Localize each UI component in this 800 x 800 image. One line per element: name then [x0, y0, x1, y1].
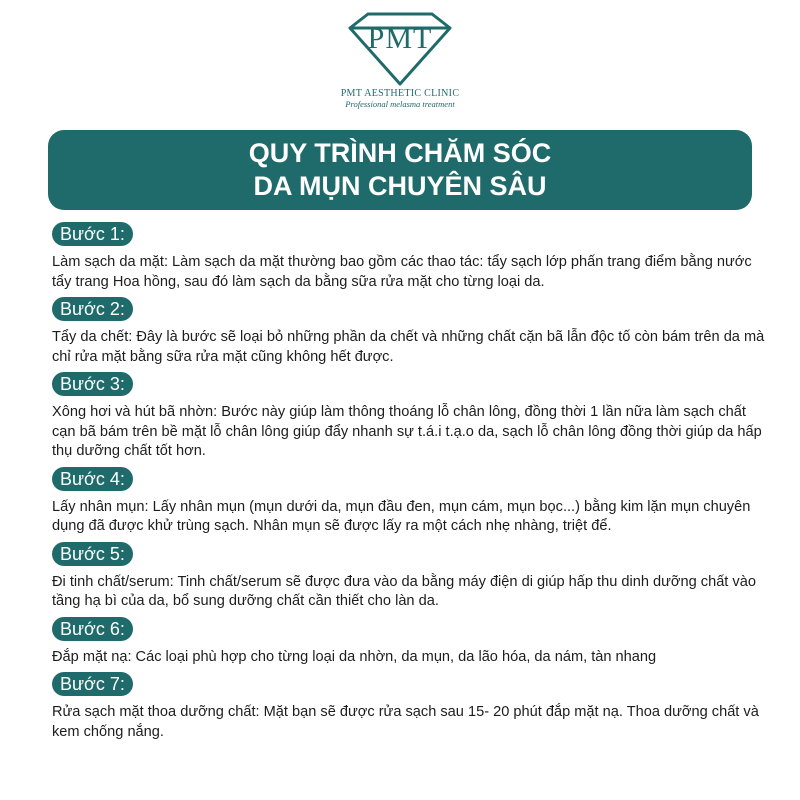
step-5 — [52, 542, 772, 612]
step-2 — [52, 297, 772, 367]
step-1 — [52, 222, 772, 292]
page-title-line-1: QUY TRÌNH CHĂM SÓC — [248, 138, 552, 168]
step-6 — [52, 617, 772, 668]
step-3 — [52, 372, 772, 462]
step-badge: Bước 1: — [52, 222, 133, 246]
diamond-logo-icon — [340, 10, 460, 88]
title-banner — [48, 130, 752, 210]
step-description: Lấy nhân mụn: Lấy nhân mụn (mụn dưới da, mụn đầu đen, mụn cám, mụn bọc...) bằng kim lặn mụn chuyên dụng đã được khử trùng sạch. Nhân mụn sẽ được lấy ra một cách nhẹ nhàng, triệt để. — [52, 498, 751, 534]
clinic-name: PMT AESTHETIC CLINIC — [340, 88, 460, 99]
step-description: Đắp mặt nạ: Các loại phù hợp cho từng loại da nhờn, da mụn, da lão hóa, da nám, tàn nhang — [52, 648, 657, 665]
step-badge: Bước 6: — [52, 617, 133, 641]
step-description: Tẩy da chết: Đây là bước sẽ loại bỏ những phần da chết và những chất cặn bã lẫn độc tố còn bám trên da mà chỉ rửa mặt bằng sữa rửa mặt cũng không hết được. — [52, 329, 765, 365]
page-title-line-2: DA MỤN CHUYÊN SÂU — [253, 171, 547, 201]
step-badge: Bước 3: — [52, 372, 133, 396]
step-4 — [52, 467, 772, 537]
logo-monogram: PMT — [367, 22, 433, 55]
clinic-tagline: Professional melasma treatment — [345, 99, 455, 109]
step-description: Làm sạch da mặt: Làm sạch da mặt thường bao gồm các thao tác: tẩy sạch lớp phấn trang điểm bằng nước tẩy trang Hoa hồng, sau đó làm sạch da bằng sữa rửa mặt cho từng loại da. — [52, 254, 752, 290]
step-description: Đi tinh chất/serum: Tinh chất/serum sẽ được đưa vào da bằng máy điện di giúp hấp thu dinh dưỡng chất vào tầng hạ bì của da, bổ sung dưỡng chất cần thiết cho làn da. — [52, 573, 756, 609]
step-badge: Bước 5: — [52, 542, 133, 566]
step-description: Xông hơi và hút bã nhờn: Bước này giúp làm thông thoáng lỗ chân lông, đồng thời 1 lần nữa làm sạch chất cạn bã bám trên bề mặt lỗ chân lông giúp đẩy nhanh sự t.á.i t.ạ.o da, sạch lỗ chân lông đồng thời giúp da hấp thụ dưỡng chất tốt hơn. — [52, 404, 762, 459]
clinic-logo — [0, 10, 800, 109]
step-badge: Bước 2: — [52, 297, 133, 321]
steps-list — [52, 222, 772, 747]
step-description: Rửa sạch mặt thoa dưỡng chất: Mặt bạn sẽ được rửa sạch sau 15- 20 phút đắp mặt nạ. Thoa dưỡng chất và kem chống nắng. — [52, 704, 759, 740]
step-7 — [52, 672, 772, 742]
step-badge: Bước 4: — [52, 467, 133, 491]
step-badge: Bước 7: — [52, 672, 133, 696]
